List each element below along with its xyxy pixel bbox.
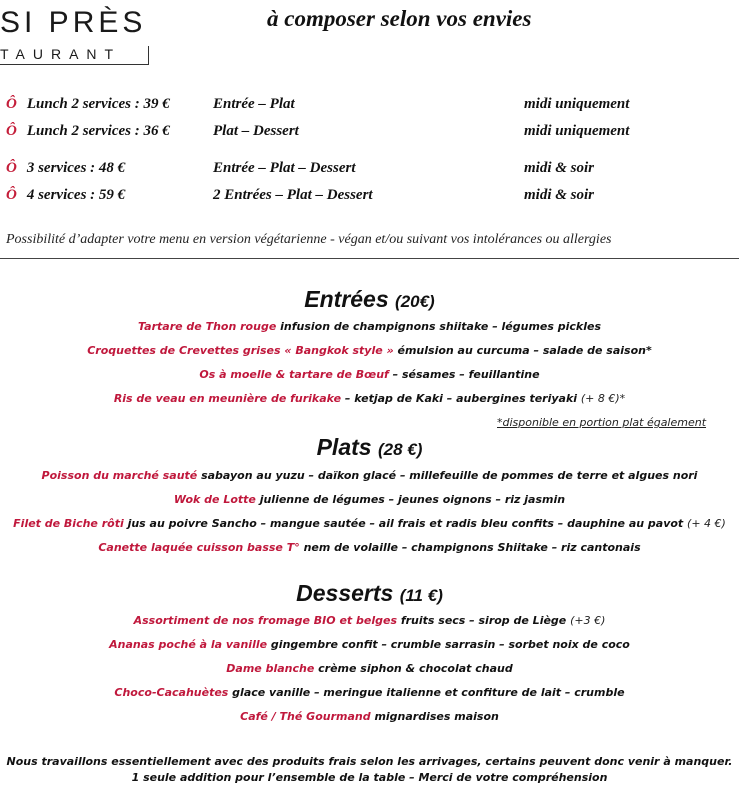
service-courses: Entrée – Plat – Dessert [213, 160, 356, 176]
service-mark: Ô [6, 96, 17, 112]
menu-item [0, 638, 739, 651]
section-title-plats [0, 434, 739, 461]
menu-item [0, 344, 739, 357]
dish-description: glace vanille – meringue italienne et confiture de lait – crumble [228, 686, 625, 699]
dish-description: gingembre confit – crumble sarrasin – sorbet noix de coco [267, 638, 630, 651]
menu-item [0, 541, 739, 554]
service-row [6, 187, 125, 204]
footer-line: Nous travaillons essentiellement avec des produits frais selon les arrivages, certains peuvent donc venir à manquer. [6, 755, 733, 768]
section-title-text: Plats [316, 434, 372, 460]
service-row [6, 96, 170, 113]
dish-description: fruits secs – sirop de Liège [397, 614, 571, 627]
service-when: midi & soir [524, 187, 595, 203]
dish-name: Ananas poché à la vanille [109, 638, 268, 651]
logo-name: SI PRÈS [0, 6, 147, 39]
dish-description: julienne de légumes – jeunes oignons – riz jasmin [255, 493, 566, 506]
menu-item [0, 493, 739, 506]
section-title-entrees [0, 286, 739, 313]
dish-name: Café / Thé Gourmand [240, 710, 371, 723]
service-when: midi uniquement [524, 123, 630, 139]
dish-name: Dame blanche [226, 662, 315, 675]
dish-description: mignardises maison [370, 710, 499, 723]
service-courses: Plat – Dessert [213, 123, 299, 139]
footer-line: 1 seule addition pour l’ensemble de la table – Merci de votre compréhension [131, 771, 608, 784]
menu-item [0, 392, 739, 405]
page-title: à composer selon vos envies [267, 6, 532, 31]
dish-description: émulsion au curcuma – salade de saison* [393, 344, 652, 357]
service-row [6, 123, 170, 140]
service-mark: Ô [6, 187, 17, 203]
menu-item [0, 662, 739, 675]
dish-description: sabayon au yuzu – daïkon glacé – millefeuille de pommes de terre et algues nori [197, 469, 698, 482]
service-name: 3 services : 48 € [26, 160, 126, 176]
service-courses: 2 Entrées – Plat – Dessert [213, 187, 373, 203]
dish-name: Ris de veau en meunière de furikake [113, 392, 342, 405]
service-name: 4 services : 59 € [26, 187, 126, 203]
adaptation-note: Possibilité d’adapter votre menu en version végétarienne - végan et/ou suivant vos intolérances ou allergies [6, 232, 612, 247]
menu-item [0, 469, 739, 482]
section-price: (28 €) [377, 440, 423, 459]
service-courses: Entrée – Plat [213, 96, 295, 112]
dish-name: Wok de Lotte [173, 493, 256, 506]
service-name: Lunch 2 services : 39 € [26, 96, 170, 112]
dish-supplement: (+ 8 €)* [580, 392, 626, 405]
service-mark: Ô [6, 123, 17, 139]
service-when: midi & soir [524, 160, 595, 176]
service-when: midi uniquement [524, 96, 630, 112]
dish-name: Os à moelle & tartare de Bœuf [199, 368, 389, 381]
menu-item [0, 517, 739, 530]
menu-item [0, 368, 739, 381]
service-mark: Ô [6, 160, 17, 176]
dish-description: crème siphon & chocolat chaud [314, 662, 513, 675]
dish-description: infusion de champignons shiitake – légumes pickles [276, 320, 602, 333]
section-price: (20€) [395, 292, 435, 311]
service-row [6, 160, 125, 177]
service-name: Lunch 2 services : 36 € [26, 123, 170, 139]
section-title-text: Entrées [304, 286, 389, 312]
logo-subtitle: TAURANT [0, 46, 122, 62]
dish-description: – sésames – feuillantine [388, 368, 540, 381]
divider [0, 258, 739, 259]
dish-supplement: (+ 4 €) [687, 517, 726, 530]
dish-name: Tartare de Thon rouge [137, 320, 277, 333]
section-title-text: Desserts [296, 580, 394, 606]
section-title-desserts [0, 580, 739, 607]
dish-name: Poisson du marché sauté [41, 469, 198, 482]
menu-item [0, 614, 739, 627]
dish-description: – ketjap de Kaki – aubergines teriyaki [341, 392, 581, 405]
dish-name: Assortiment de nos fromage BIO et belges [133, 614, 397, 627]
dish-name: Filet de Biche rôti [13, 517, 124, 530]
dish-name: Canette laquée cuisson basse T° [98, 541, 300, 554]
menu-item [0, 686, 739, 699]
menu-item [0, 710, 739, 723]
dish-name: Choco-Cacahuètes [114, 686, 229, 699]
availability-note: *disponible en portion plat également [497, 416, 707, 429]
dish-supplement: (+3 €) [570, 614, 606, 627]
dish-description: nem de volaille – champignons Shiitake – riz cantonais [299, 541, 641, 554]
section-price: (11 €) [399, 586, 443, 605]
menu-item [0, 320, 739, 333]
dish-name: Croquettes de Crevettes grises « Bangkok style » [87, 344, 394, 357]
dish-description: jus au poivre Sancho – mangue sautée – ail frais et radis bleu confits – dauphine au pavot [123, 517, 688, 530]
